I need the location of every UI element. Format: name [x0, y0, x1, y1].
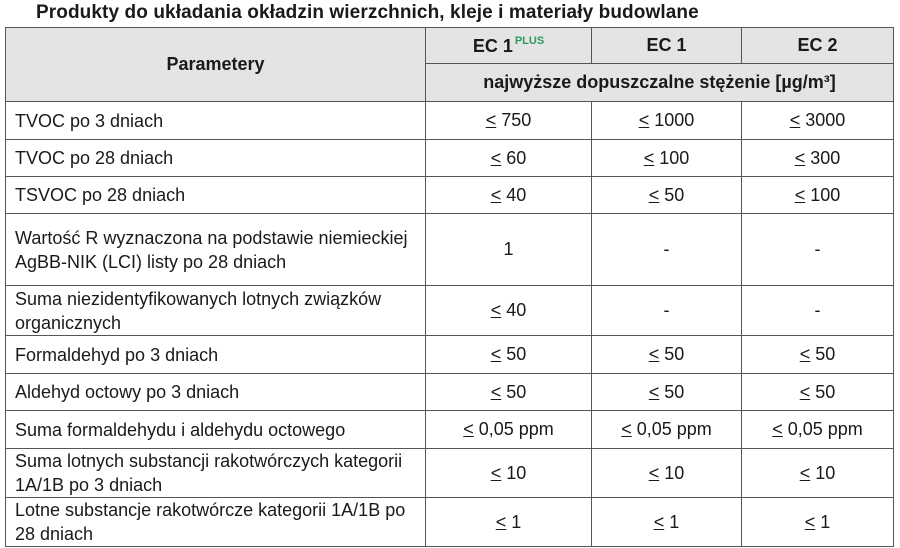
lte-sign: <	[490, 300, 502, 320]
table-row	[6, 411, 894, 449]
lte-sign: <	[643, 147, 655, 168]
header-ec1plus-sup: PLUS	[514, 34, 545, 47]
cell-value: 50	[506, 344, 527, 364]
table-row	[6, 102, 894, 140]
cell-ec1plus	[426, 374, 592, 411]
header-ec1: EC 1	[592, 28, 742, 64]
row-label: Suma lotnych substancji rakotwórczych kategorii 1A/1B po 3 dniach	[6, 449, 426, 498]
lte-sign: <	[804, 511, 816, 532]
lte-sign: <	[653, 511, 665, 532]
cell-ec1plus	[426, 214, 592, 286]
cell-value: 60	[506, 147, 527, 168]
table-row	[6, 214, 894, 286]
cell-value: 50	[815, 381, 836, 402]
cell-value: -	[814, 239, 821, 259]
table-row	[6, 140, 894, 177]
header-parameters: Parametery	[6, 28, 426, 102]
lte-sign: <	[648, 381, 660, 402]
lte-sign: <	[799, 462, 811, 483]
lte-sign: <	[794, 184, 806, 205]
lte-sign: <	[485, 110, 497, 130]
lte-sign: <	[490, 147, 502, 168]
cell-ec1	[592, 214, 742, 286]
cell-ec1plus	[426, 177, 592, 214]
cell-ec1plus	[426, 336, 592, 374]
cell-ec2	[742, 286, 894, 336]
lte-sign: <	[794, 147, 806, 168]
cell-ec2	[742, 336, 894, 374]
cell-ec1plus	[426, 411, 592, 449]
row-label: Lotne substancje rakotwórcze kategorii 1A/1B po 28 dniach	[6, 498, 426, 547]
cell-ec1plus	[426, 102, 592, 140]
cell-value: 1000	[654, 110, 695, 130]
cell-value: 0,05 ppm	[787, 419, 863, 439]
lte-sign: <	[621, 419, 632, 439]
cell-value: 0,05 ppm	[636, 419, 712, 439]
cell-ec2	[742, 498, 894, 547]
cell-ec1plus	[426, 286, 592, 336]
lte-sign: <	[490, 381, 502, 402]
cell-value: 1	[820, 511, 831, 532]
cell-ec1	[592, 177, 742, 214]
cell-value: 100	[659, 147, 690, 168]
row-label: TVOC po 3 dniach	[6, 102, 426, 140]
lte-sign: <	[799, 381, 811, 402]
cell-value: -	[663, 239, 670, 259]
table-body	[6, 102, 894, 547]
header-ec1plus-base: EC 1	[472, 35, 513, 56]
cell-value: 50	[664, 344, 685, 364]
lte-sign: <	[490, 344, 502, 364]
cell-value: 50	[815, 344, 836, 364]
cell-ec2	[742, 177, 894, 214]
cell-value: 1	[669, 511, 680, 532]
cell-value: 1	[503, 239, 514, 259]
cell-value: 0,05 ppm	[478, 419, 554, 439]
cell-value: 10	[664, 462, 685, 483]
row-label: Formaldehyd po 3 dniach	[6, 336, 426, 374]
lte-sign: <	[638, 110, 650, 130]
cell-ec1	[592, 102, 742, 140]
cell-ec1plus	[426, 498, 592, 547]
cell-ec2	[742, 140, 894, 177]
cell-value: 50	[664, 184, 685, 205]
lte-sign: <	[648, 184, 660, 205]
header-ec1plus	[426, 28, 592, 64]
lte-sign: <	[495, 511, 507, 532]
lte-sign: <	[490, 184, 502, 205]
row-label: Suma niezidentyfikowanych lotnych związków organicznych	[6, 286, 426, 336]
cell-ec1plus	[426, 140, 592, 177]
cell-value: 750	[501, 110, 532, 130]
cell-value: 40	[506, 184, 527, 205]
lte-sign: <	[463, 419, 474, 439]
cell-value: 1	[511, 511, 522, 532]
lte-sign: <	[789, 110, 801, 130]
header-ec2: EC 2	[742, 28, 894, 64]
table-row	[6, 286, 894, 336]
lte-sign: <	[799, 344, 811, 364]
cell-ec2	[742, 374, 894, 411]
cell-value: 3000	[805, 110, 846, 130]
cell-ec1	[592, 374, 742, 411]
cell-value: -	[663, 300, 670, 320]
cell-value: 50	[506, 381, 527, 402]
cell-value: 10	[506, 462, 527, 483]
table-row	[6, 498, 894, 547]
lte-sign: <	[648, 344, 660, 364]
cell-ec1	[592, 140, 742, 177]
page-title: Produkty do układania okładzin wierzchnich, kleje i materiały budowlane	[36, 2, 699, 23]
row-label: TSVOC po 28 dniach	[6, 177, 426, 214]
header-subheader: najwyższe dopuszczalne stężenie [µg/m³]	[426, 64, 894, 102]
cell-value: 40	[506, 300, 527, 320]
cell-value: -	[814, 300, 821, 320]
table-row	[6, 449, 894, 498]
cell-value: 10	[815, 462, 836, 483]
cell-ec2	[742, 449, 894, 498]
lte-sign: <	[772, 419, 783, 439]
cell-ec1	[592, 411, 742, 449]
row-label: Suma formaldehydu i aldehydu octowego	[6, 411, 426, 449]
cell-value: 100	[810, 184, 841, 205]
table-row	[6, 177, 894, 214]
row-label: Wartość R wyznaczona na podstawie niemieckiej AgBB-NIK (LCI) listy po 28 dniach	[6, 214, 426, 286]
cell-ec2	[742, 102, 894, 140]
lte-sign: <	[490, 462, 502, 483]
cell-ec1	[592, 498, 742, 547]
row-label: Aldehyd octowy po 3 dniach	[6, 374, 426, 411]
cell-ec1plus	[426, 449, 592, 498]
lte-sign: <	[648, 462, 660, 483]
table-row	[6, 336, 894, 374]
emission-limits-table	[5, 27, 894, 547]
cell-ec1	[592, 286, 742, 336]
cell-ec2	[742, 411, 894, 449]
cell-value: 50	[664, 381, 685, 402]
cell-ec1	[592, 449, 742, 498]
table-row	[6, 374, 894, 411]
cell-ec2	[742, 214, 894, 286]
row-label: TVOC po 28 dniach	[6, 140, 426, 177]
cell-ec1	[592, 336, 742, 374]
cell-value: 300	[810, 147, 841, 168]
